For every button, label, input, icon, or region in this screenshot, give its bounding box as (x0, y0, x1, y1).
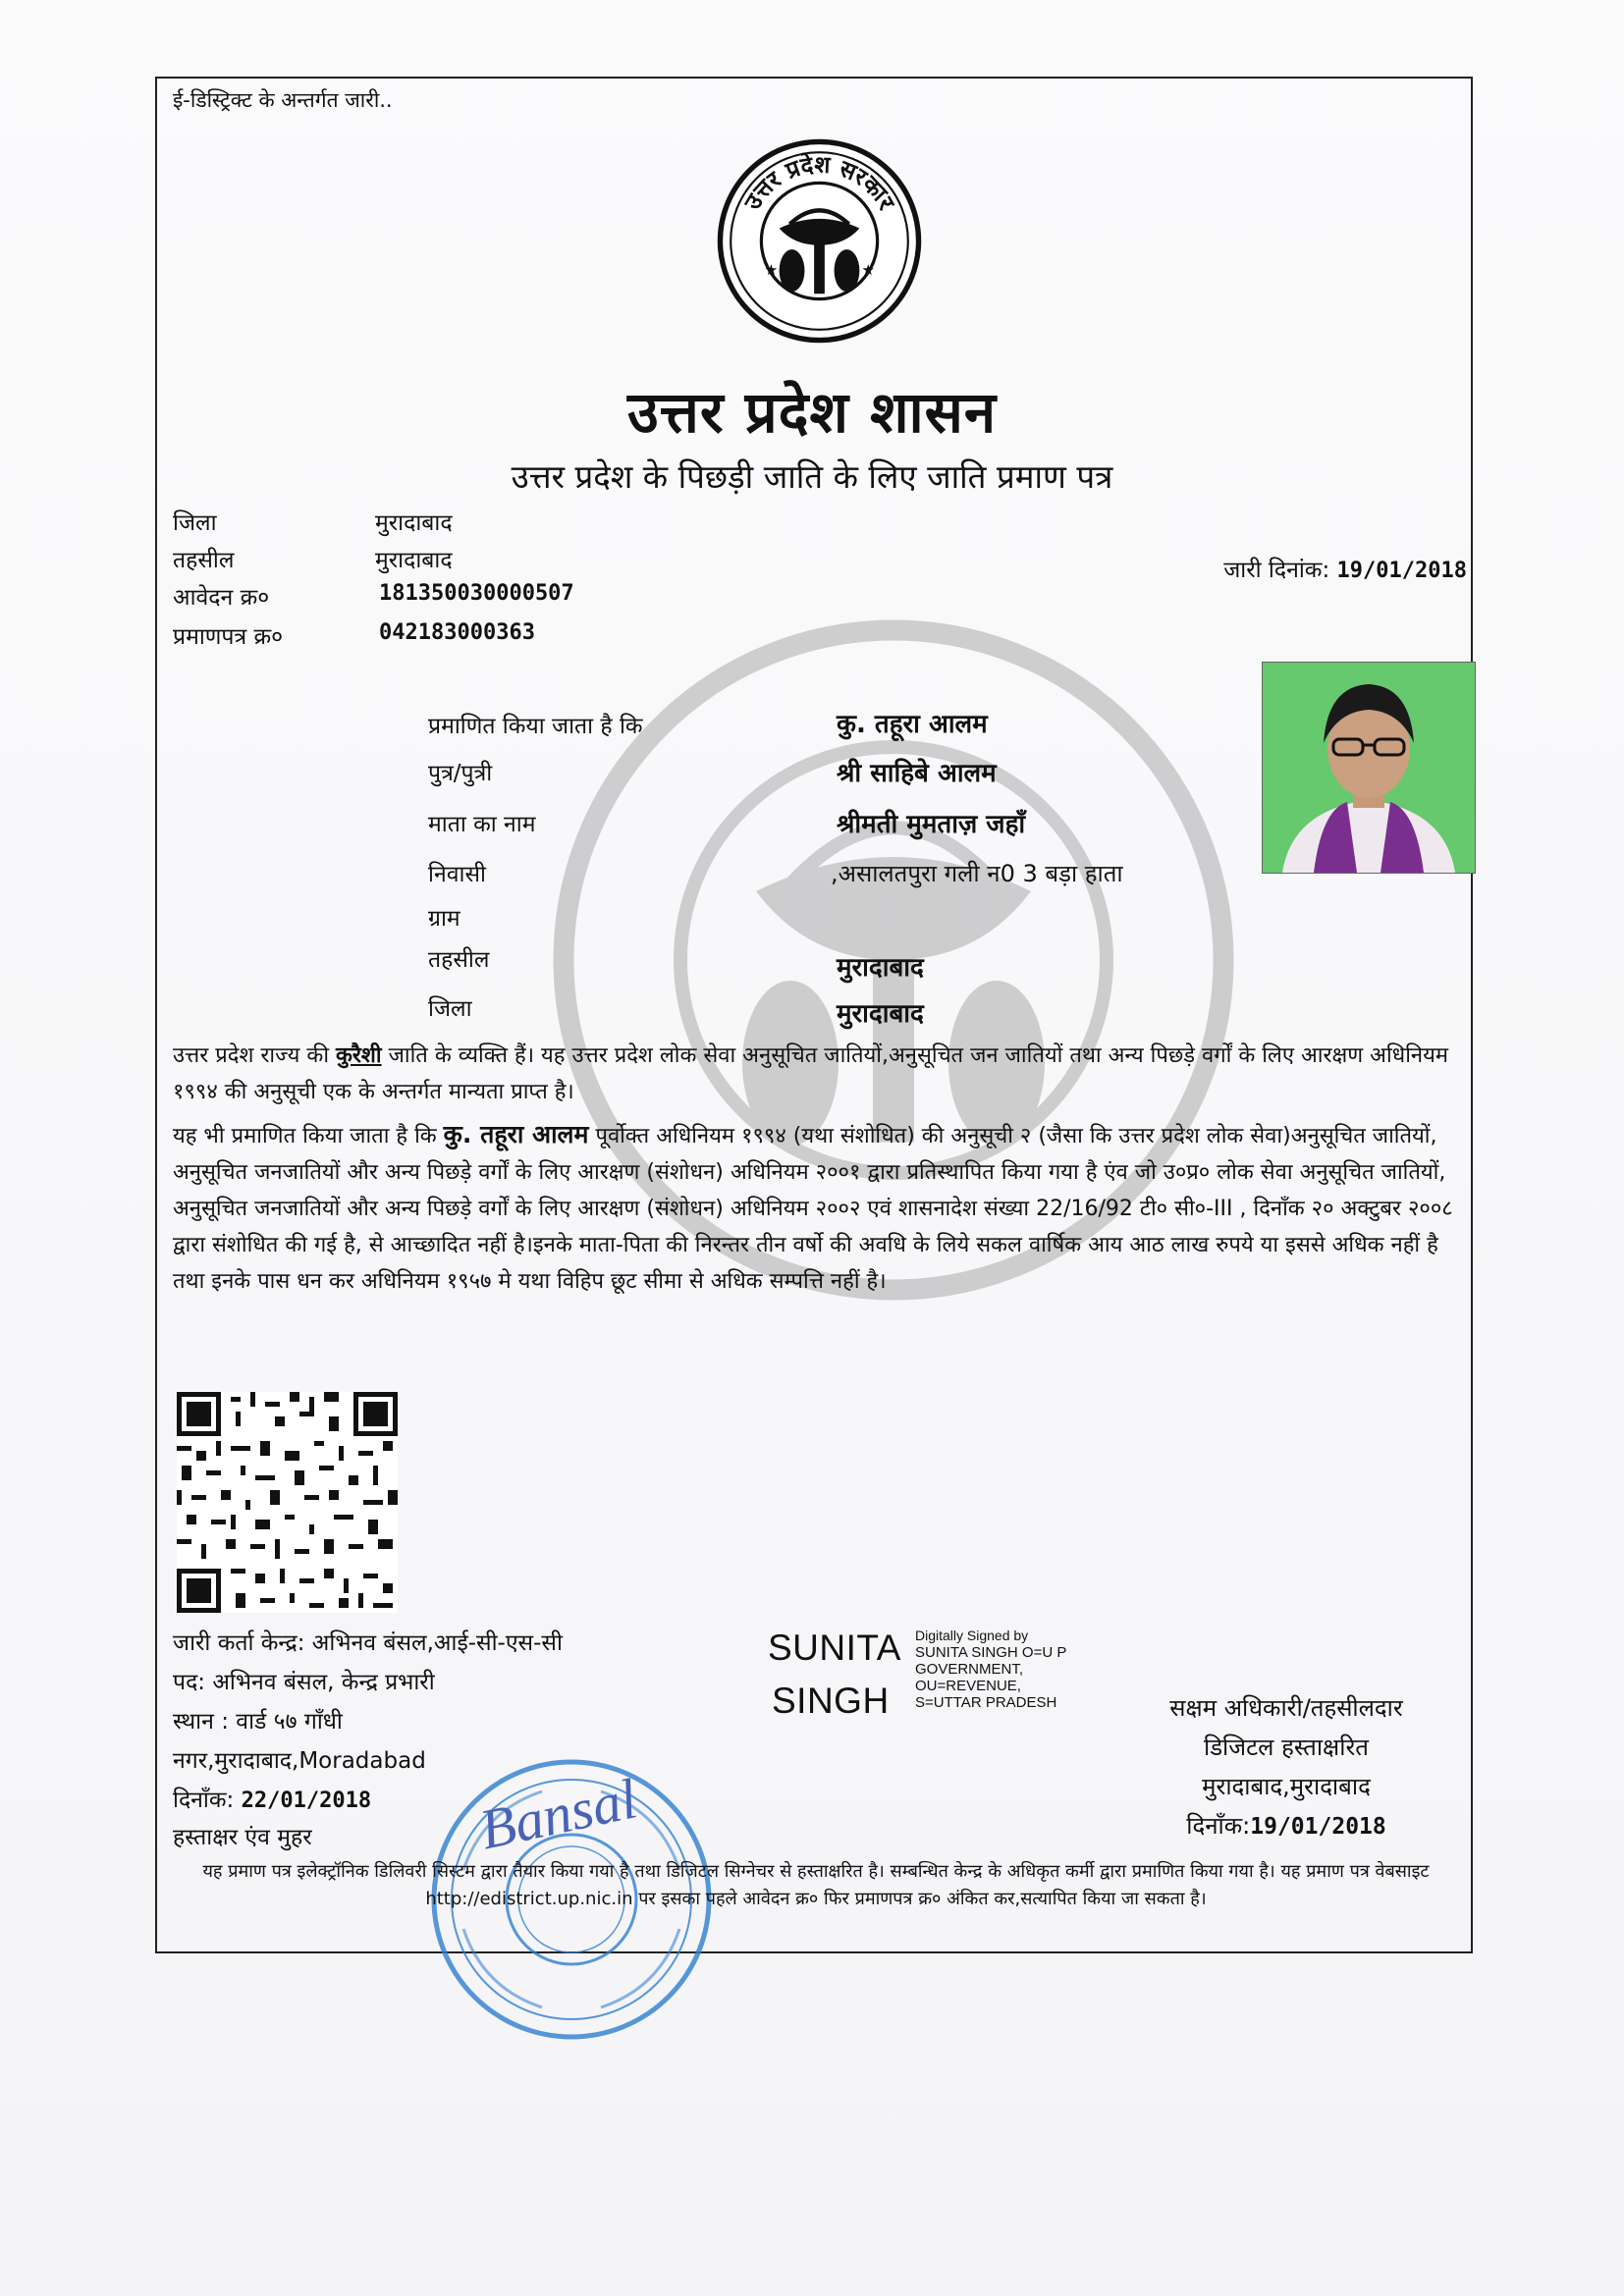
body-text: जाति के व्यक्ति हैं। यह उत्तर प्रदेश लोक सेवा अनुसूचित जातियों,अनुसूचित जन जातियों तथा अन्य पिछड़े वर्गों के लिए आरक्षण अधिनियम १९९४ की अनुसूची एक के अन्तर्गत मान्यता प्राप्त है। (173, 1043, 1449, 1104)
district-label: जिला (173, 510, 217, 536)
svg-text:★: ★ (861, 260, 875, 279)
detail-value-name: कु. तहूरा आलम (837, 710, 988, 739)
authority-date-label: दिनाँक: (1186, 1812, 1251, 1840)
authority-location: मुरादाबाद,मुरादाबाद (1202, 1773, 1371, 1800)
issuer-date-value: 22/01/2018 (241, 1789, 372, 1813)
detail-label: जिला (428, 996, 472, 1022)
issue-date (1223, 553, 1467, 584)
up-government-emblem (714, 135, 925, 347)
issuer-place-2: नगर,मुरादाबाद,Moradabad (173, 1748, 426, 1774)
sig-line: S=UTTAR PRADESH (915, 1694, 1057, 1711)
district-value: मुरादाबाद (375, 510, 453, 536)
certificate-body (173, 1038, 1469, 1300)
applicant-name-inline: कु. तहूरा आलम (443, 1120, 589, 1148)
detail-label: पुत्र/पुत्री (428, 761, 493, 786)
digital-signature-name-1: SUNITA (768, 1628, 901, 1668)
application-no-value: 181350030000507 (379, 581, 574, 606)
authority-date (1100, 1806, 1473, 1846)
detail-label: तहसील (428, 947, 490, 973)
issuer-date (173, 1783, 371, 1814)
qr-code (177, 1392, 398, 1613)
issuer-place-1: स्थान : वार्ड ५७ गाँधी (173, 1709, 343, 1735)
detail-label: प्रमाणित किया जाता है कि (428, 714, 643, 739)
tehsil-label: तहसील (173, 548, 235, 573)
photo-portrait-icon (1263, 663, 1475, 873)
detail-label: माता का नाम (428, 812, 536, 837)
detail-value-district: मुरादाबाद (837, 999, 924, 1029)
authority-digital: डिजिटल हस्ताक्षरित (1204, 1734, 1369, 1761)
issue-date-value: 19/01/2018 (1336, 559, 1467, 583)
issuer-post: पद: अभिनव बंसल, केन्द्र प्रभारी (173, 1670, 435, 1695)
body-text: पूर्वोक्त अधिनियम १९९४ (यथा संशोधित) की अनुसूची २ (जैसा कि उत्तर प्रदेश लोक सेवा)अनुसूचित जातियों, अनुसूचित जनजातियों और अन्य पिछड़े वर्गों के लिए आरक्षण (संशोधन) अधिनियम २००१ द्वारा प्रतिस्थापित किया गया है एंव जो उ०प्र० लोक सेवा अनुसूचित जातियों, अनुसूचित जनजातियों और अन्य पिछड़े वर्गों के लिए आरक्षण (संशोधन) अधिनियम २००२ एवं शासनादेश संख्या 22/16/92 टी० सी०-III , दिनाँक २० अक्टुबर २००८ द्वारा संशोधित की गई है, से आच्छादित नहीं है।इनके माता-पिता की निरन्तर तीन वर्षो की अवधि के लिये सकल वार्षिक आय आठ लाख रुपये या इससे अधिक नहीं है तथा इनके पास धन कर अधिनियम १९५७ मे यथा विहिप छूट सीमा से अधिक सम्पत्ति नहीं है। (173, 1124, 1453, 1294)
sig-line: Digitally Signed by (915, 1628, 1029, 1643)
body-text: यह भी प्रमाणित किया जाता है कि (173, 1124, 444, 1148)
body-paragraph-2 (173, 1116, 1469, 1300)
certificate-subtitle: उत्तर प्रदेश के पिछड़ी जाति के लिए जाति प्रमाण पत्र (511, 457, 1113, 496)
disclaimer-text: यह प्रमाण पत्र इलेक्ट्रॉनिक डिलिवरी सिस्टम द्वारा तैयार किया गया है तथा डिजिटल सिग्नेचर से हस्ताक्षरित है। सम्बन्धित केन्द्र के अधिकृत कर्मी द्वारा प्रमाणित किया गया है। यह प्रमाण पत्र वेबसाइट http://edistrict.up.nic.in पर इसका पहले आवेदन क्र० फिर प्रमाणपत्र क्र० अंकित कर,सत्यापित किया जा सकता है। (202, 1861, 1430, 1909)
digital-signature-details (915, 1628, 1066, 1711)
emblem-text: उत्तर प्रदेश सरकार (738, 150, 900, 215)
issuer-centre: जारी कर्ता केन्द्र: अभिनव बंसल,आई-सी-एस-सी (173, 1630, 563, 1656)
stamp-signature: Bansal (474, 1766, 643, 1862)
detail-label: निवासी (428, 862, 486, 887)
issue-date-label: जारी दिनांक: (1223, 558, 1330, 583)
certificate-no-label: प्रमाणपत्र क्र० (173, 624, 284, 650)
svg-text:★: ★ (764, 260, 779, 279)
sig-line: OU=REVENUE, (915, 1678, 1021, 1694)
header-note: ई-डिस्ट्रिक्ट के अन्तर्गत जारी.. (173, 88, 393, 112)
detail-label: ग्राम (428, 906, 460, 932)
sig-line: GOVERNMENT, (915, 1661, 1024, 1678)
certificate-no-value: 042183000363 (379, 620, 535, 645)
sig-line: SUNITA SINGH O=U P (915, 1644, 1067, 1661)
authority-block (1100, 1688, 1473, 1846)
detail-value-address: ,असालतपुरा गली न0 3 बड़ा हाता (831, 860, 1123, 887)
caste-name: कुरैशी (336, 1043, 382, 1068)
detail-value-father: श्री साहिबे आलम (837, 759, 997, 788)
digital-signature-name-2: SINGH (772, 1681, 890, 1721)
detail-value-tehsil: मुरादाबाद (837, 953, 924, 983)
tehsil-value: मुरादाबाद (375, 548, 453, 573)
detail-value-mother: श्रीमती मुमताज़ जहाँ (837, 810, 1026, 839)
applicant-photo (1262, 662, 1476, 874)
application-no-label: आवेदन क्र० (173, 585, 270, 611)
issuer-date-label: दिनाँक: (173, 1788, 235, 1813)
body-text: उत्तर प्रदेश राज्य की (173, 1043, 337, 1068)
authority-title: सक्षम अधिकारी/तहसीलदार (1169, 1694, 1403, 1722)
body-paragraph-1 (173, 1038, 1469, 1110)
issuer-sign-label: हस्ताक्षर एंव मुहर (173, 1825, 312, 1850)
authority-date-value: 19/01/2018 (1250, 1814, 1386, 1840)
page-title: उत्तर प्रदेश शासन (626, 379, 998, 446)
